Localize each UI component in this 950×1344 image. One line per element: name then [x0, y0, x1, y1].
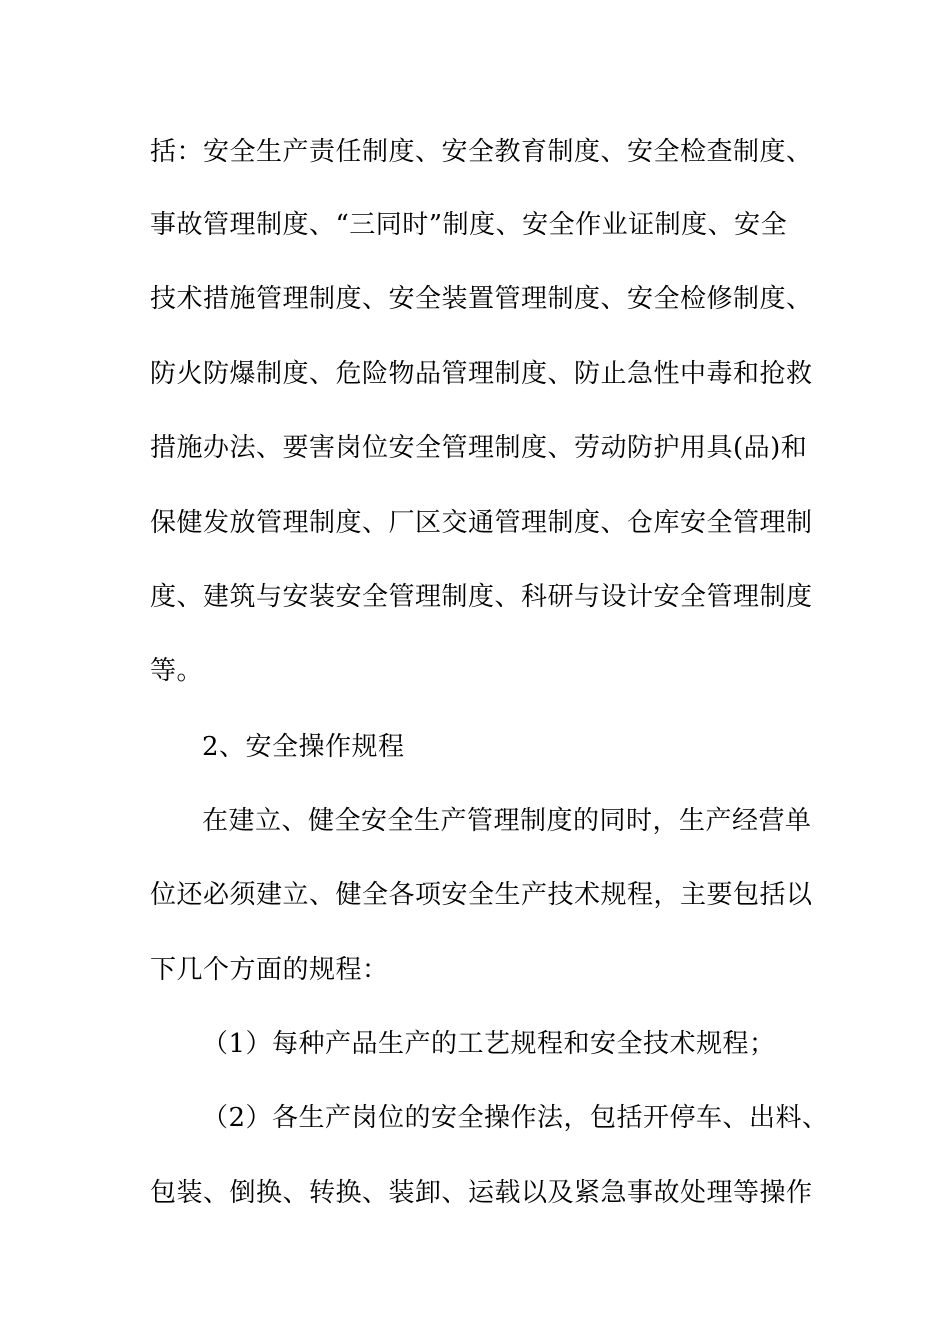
text-line: 技术措施管理制度、安全装置管理制度、安全检修制度、: [150, 284, 813, 314]
text-line: 度、建筑与安装安全管理制度、科研与设计安全管理制度: [150, 582, 813, 612]
section-heading: 2、安全操作规程: [202, 732, 405, 762]
paragraph-first-line: 在建立、健全安全生产管理制度的同时，生产经营单: [202, 806, 812, 836]
text-line: 下几个方面的规程：: [150, 955, 389, 985]
text-line: 事故管理制度、“三同时”制度、安全作业证制度、安全: [150, 210, 788, 240]
text-line: 等。: [150, 656, 204, 686]
text-line: 括：安全生产责任制度、安全教育制度、安全检查制度、: [150, 137, 813, 167]
text-line: 保健发放管理制度、厂区交通管理制度、仓库安全管理制: [150, 508, 813, 538]
list-item-2: （2）各生产岗位的安全操作法，包括开停车、出料、: [202, 1103, 829, 1133]
text-line: 防火防爆制度、危险物品管理制度、防止急性中毒和抢救: [150, 359, 813, 389]
text-line: 包装、倒换、转换、装卸、运载以及紧急事故处理等操作: [150, 1178, 813, 1208]
text-line: 位还必须建立、健全各项安全生产技术规程，主要包括以: [150, 880, 813, 910]
text-line: 措施办法、要害岗位安全管理制度、劳动防护用具(品)和: [150, 433, 808, 463]
list-item-1: （1）每种产品生产的工艺规程和安全技术规程；: [202, 1029, 776, 1059]
